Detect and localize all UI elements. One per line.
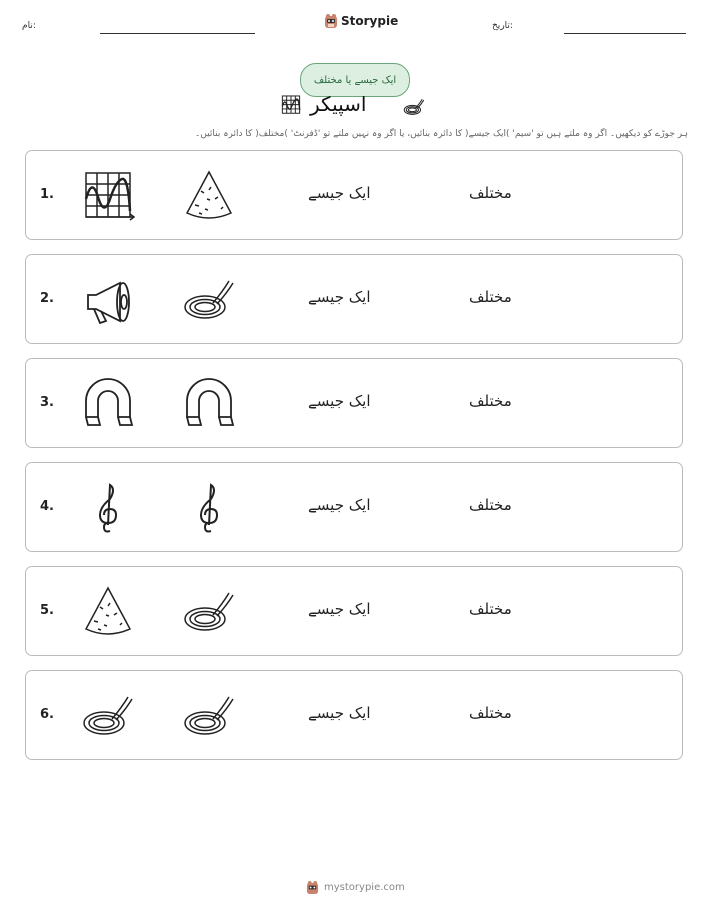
question-number: 6. <box>40 707 54 722</box>
question-number: 4. <box>40 499 54 514</box>
same-option[interactable]: ایک جیسے <box>308 184 371 202</box>
name-label: نام: <box>22 21 36 31</box>
question-number: 1. <box>40 187 54 202</box>
question-row-6 <box>25 670 683 760</box>
treble-clef-icon <box>181 481 237 535</box>
treble-clef-icon <box>80 481 136 535</box>
cone-icon <box>80 585 136 639</box>
title-row <box>0 90 709 124</box>
worksheet-type-badge: ایک جیسے یا مختلف <box>300 63 410 97</box>
footer-url[interactable]: mystorypie.com <box>324 882 405 893</box>
instructions: ہر جوڑے کو دیکھیں۔ اگر وہ ملتے ہیں تو 'سیم' )ایک جیسے( کا دائرہ بنائیں، یا اگر وہ نہیں ملتے تو 'ڈفرنٹ' )مختلف( کا دائرہ بنائیں۔ <box>195 129 688 139</box>
rope-icon <box>181 585 237 639</box>
question-number: 3. <box>40 395 54 410</box>
question-number: 5. <box>40 603 54 618</box>
different-option[interactable]: مختلف <box>469 288 512 306</box>
different-option[interactable]: مختلف <box>469 392 512 410</box>
different-option[interactable]: مختلف <box>469 704 512 722</box>
different-option[interactable]: مختلف <box>469 184 512 202</box>
name-line[interactable] <box>100 33 255 34</box>
storypie-logo <box>324 13 398 29</box>
date-label: تاریخ: <box>492 21 513 31</box>
magnet-icon <box>80 377 136 431</box>
same-option[interactable]: ایک جیسے <box>308 496 371 514</box>
different-option[interactable]: مختلف <box>469 496 512 514</box>
chart-icon <box>80 169 136 223</box>
date-line[interactable] <box>564 33 686 34</box>
same-option[interactable]: ایک جیسے <box>308 600 371 618</box>
magnet-icon <box>181 377 237 431</box>
question-row-3 <box>25 358 683 448</box>
rope-icon <box>181 689 237 743</box>
question-row-5 <box>25 566 683 656</box>
cone-icon <box>181 169 237 223</box>
rope-icon <box>80 689 136 743</box>
rope-icon <box>402 96 426 118</box>
same-option[interactable]: ایک جیسے <box>308 392 371 410</box>
question-row-4 <box>25 462 683 552</box>
megaphone-icon <box>80 273 136 327</box>
same-option[interactable]: ایک جیسے <box>308 288 371 306</box>
same-option[interactable]: ایک جیسے <box>308 704 371 722</box>
question-row-1 <box>25 150 683 240</box>
question-row-2 <box>25 254 683 344</box>
storypie-mascot-icon <box>324 13 338 29</box>
chart-icon <box>280 94 302 116</box>
rope-icon <box>181 273 237 327</box>
brand-name: Storypie <box>341 14 399 28</box>
storypie-mascot-icon <box>306 880 319 895</box>
page-title: اسپیکر <box>310 92 367 116</box>
footer <box>306 880 405 895</box>
question-number: 2. <box>40 291 54 306</box>
different-option[interactable]: مختلف <box>469 600 512 618</box>
